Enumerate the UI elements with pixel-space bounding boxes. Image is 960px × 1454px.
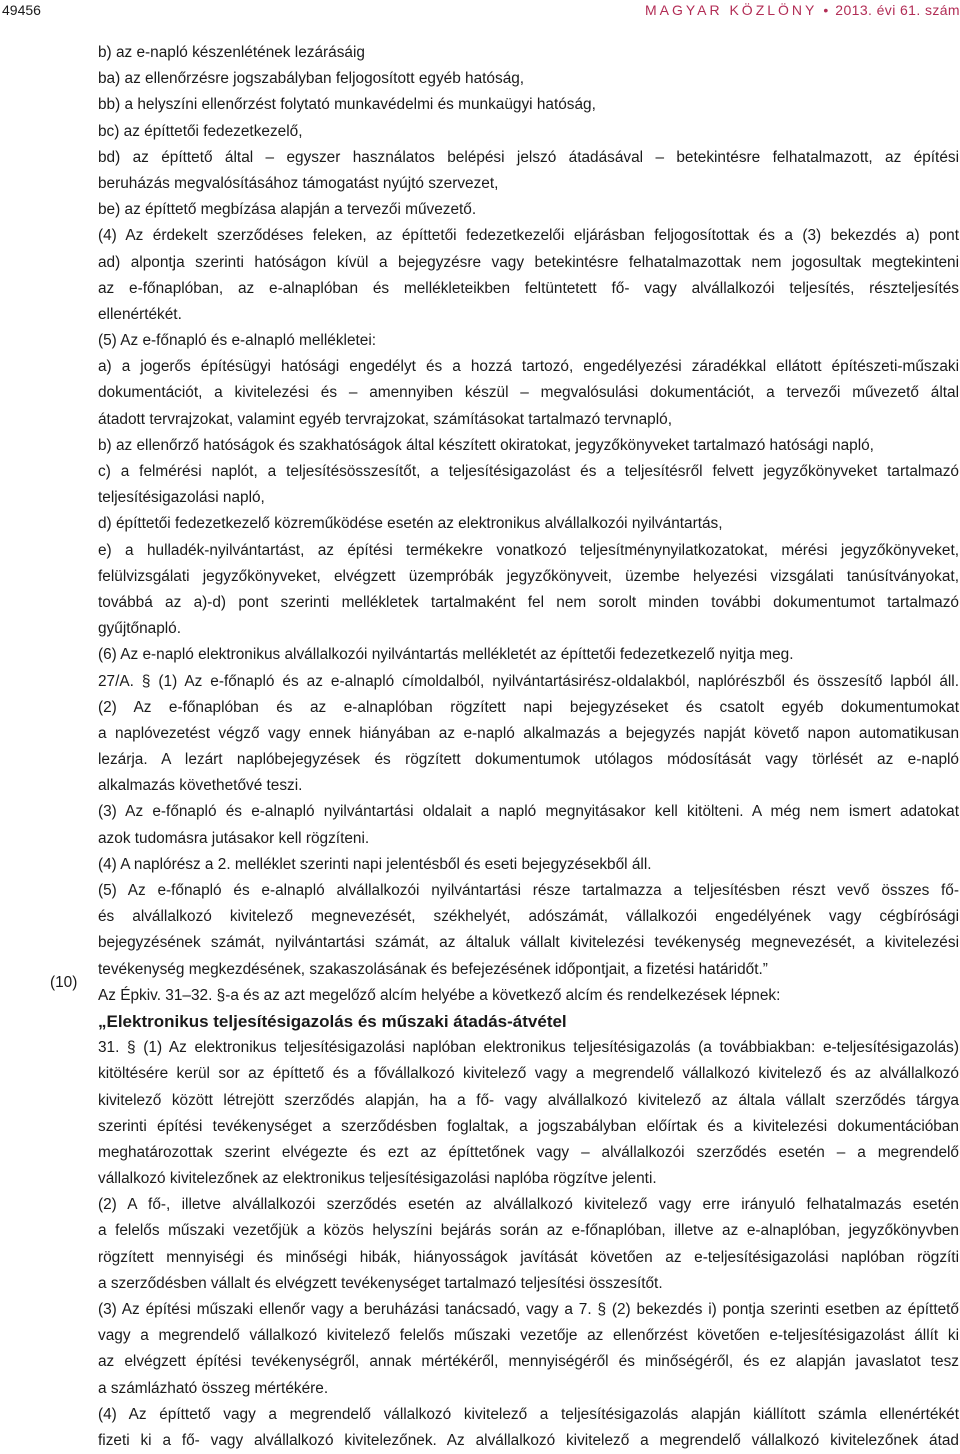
text-line: Az Épkiv. 31–32. §-a és az azt megelőző alcím helyébe a következő alcím és rendelkezések lépnek: — [98, 986, 781, 1004]
text-line: ellenértékét. — [98, 305, 182, 323]
text-line: (5) Az e-főnapló és e-alnapló alvállalkozói nyilvántartási része tartalmazza a teljesítésben részt vevő összes fő- — [98, 882, 959, 899]
text-line: átadott tervrajzokat, valamint egyéb tervrajzokat, számításokat tartalmazó tervnapló, — [98, 410, 672, 428]
text-line: dokumentációt, a kivitelezési és – amennyiben készül – megvalósulási dokumentációt, a tervezői művezető által — [98, 384, 959, 402]
text-line: az elvégzett építési tevékenységről, annak mértékéről, mennyiségéről és minőségéről, és ez alapján javaslatot tesz — [98, 1353, 959, 1371]
header-separator: • — [823, 2, 830, 18]
text-line: (2) Az e-főnaplóban és az e-alnaplóban rögzített napi bejegyzéseket és csatolt egyéb dokumentumokat — [98, 698, 959, 716]
text-line: felülvizsgálati jegyzőkönyveket, elvégzett üzempróbák jegyzőkönyveit, üzembe helyezési vizsgálati tanúsítványokat, — [98, 567, 959, 585]
text-line: bd) az építtető által – egyszer használatos belépési jelszó átadásával – betekintésre felhatalmazott, az építési — [98, 148, 959, 166]
text-line: továbbá az a)-d) pont szerinti mellékletek tartalmaként fel nem sorolt minden további dokumentumot tartalmazó — [98, 593, 959, 611]
item-marker-10: (10) — [50, 974, 78, 991]
text-line: a számlázható összeg mértékére. — [98, 1379, 329, 1397]
text-line: (6) Az e-napló elektronikus alvállalkozói nyilvántartás mellékletét az építtetői fedezetkezelő nyitja meg. — [98, 646, 794, 664]
text-line: vagy a megrendelő vállalkozó kivitelező felelős műszaki vezetője az ellenőrzést követően e-teljesítésigazolást állít ki — [98, 1327, 959, 1345]
text-line: lezárja. A lezárt naplóbejegyzések és rögzített dokumentumok utólagos módosítását vagy törlését az e-napló — [98, 751, 959, 769]
text-line: beruházás megvalósításához támogatást nyújtó szervezet, — [98, 174, 499, 192]
text-line: (4) Az érdekelt szerződéses feleken, az építtetői fedezetkezelői eljárásban feljogosítottak és a (3) bekezdés a) pont — [98, 227, 959, 245]
text-line: (3) Az e-főnapló és e-alnapló nyilvántartási oldalait a napló megnyitásakor kell kitölteni. A még nem ismert adatokat — [98, 803, 959, 821]
text-line: be) az építtető megbízása alapján a tervezői művezető. — [98, 201, 477, 219]
text-line: alkalmazás követhetővé teszi. — [98, 777, 303, 795]
text-line: 27/A. § (1) Az e-főnapló és az e-alnapló címoldalból, nyilvántartásirész-oldalakból, naplórészből és összesítő lapból áll. — [98, 672, 959, 690]
text-line: (4) A naplórész a 2. melléklet szerinti napi jelentésből és eseti bejegyzésekből áll. — [98, 855, 652, 873]
journal-title: MAGYAR KÖZLÖNY — [644, 2, 818, 18]
text-line: a felelős műszaki vezetőjük a közös helyszíni bejárás során az e-főnaplóban, illetve az e-alnaplóban, jegyzőkönyvben — [98, 1222, 959, 1240]
text-line: e) a hulladék-nyilvántartást, az építési termékekre vonatkozó teljesítménynyilatkozatokat, mérési jegyzőkönyveket, — [98, 541, 959, 559]
text-line: szerinti építési tevékenységet a szerződésben foglaltak, a jogszabályban előírtak és a kivitelezési dokumentációban — [98, 1117, 959, 1135]
text-line: a szerződésben vállalt és elvégzett tevékenységet tartalmazó teljesítési összesítőt. — [98, 1274, 663, 1292]
text-line: ba) az ellenőrzésre jogszabályban feljogosított egyéb hatóság, — [98, 70, 525, 88]
text-line: (3) Az építési műszaki ellenőr vagy a beruházási tanácsadó, vagy a 7. § (2) bekezdés i) pontja szerinti esetben az építtető — [98, 1301, 959, 1318]
issue-label: 2013. évi 61. szám — [835, 2, 960, 18]
text-line: és alvállalkozó kivitelező megnevezését, székhelyét, adószámát, vállalkozói engedélyének vagy cégbírósági — [98, 908, 959, 926]
text-line: tevékenység megkezdésének, szakaszolásának és befejezésének időpontjait, a fizetési határidőt.” — [98, 960, 768, 978]
text-line: ad) alpontja szerinti hatóságon kívül a bejegyzésre vagy betekintésre felhatalmazottak nem jogosultak megtekinteni — [98, 253, 959, 271]
text-line: a) a jogerős építésügyi hatósági engedélyt és a hozzá tartozó, engedélyezési záradékkal ellátott építészeti-műszaki — [98, 358, 959, 376]
text-line: d) építtetői fedezetkezelő közreműködése esetén az elektronikus alvállalkozói nyilvántartás, — [98, 515, 723, 533]
text-line: (5) Az e-főnapló és e-alnapló mellékletei: — [98, 332, 377, 350]
text-line: (4) Az építtető vagy a megrendelő vállalkozó kivitelező a teljesítésigazolás alapján kiállított számla ellenértékét — [98, 1405, 959, 1423]
text-line: gyűjtőnapló. — [98, 620, 182, 638]
text-line: azok tudomásra jutásakor kell rögzíteni. — [98, 829, 370, 847]
text-line: 31. § (1) Az elektronikus teljesítésigazolási naplóban elektronikus teljesítésigazolás (a továbbiakban: e-teljesítésigazolás) — [98, 1039, 959, 1057]
journal-header — [645, 0, 960, 20]
text-line: teljesítésigazolási napló, — [98, 489, 265, 507]
document-body — [98, 40, 959, 1454]
text-line: a naplóvezetést végző vagy ennek hiányában az e-napló alkalmazás a bejegyzés napját követő napon automatikusan — [98, 724, 959, 742]
text-line: meghatározottak szerint elvégezte és ezt az építtetőnek vagy – alvállalkozói szerződés esetén – a megrendelő — [98, 1143, 959, 1161]
page-number: 49456 — [2, 2, 41, 18]
section-heading: „Elektronikus teljesítésigazolás és műszaki átadás-átvétel — [98, 1011, 567, 1031]
text-line: b) az e-napló készenlétének lezárásáig — [98, 44, 365, 61]
text-line: b) az ellenőrző hatóságok és szakhatóságok által készített okiratokat, jegyzőkönyveket tartalmazó hatósági napló, — [98, 436, 874, 454]
text-line: kivitelező között létrejött szerződés alapján, ha a fő- vagy alvállalkozó kivitelező az általa vállalt szerződés tárgya — [98, 1091, 959, 1109]
text-line: rögzített mennyiségi és minőségi hibák, hiányosságok javítását követően az e-teljesítésigazolási naplóban rögzíti — [98, 1248, 959, 1266]
text-line: bejegyzésének számát, nyilvántartási számát, az általuk vállalt kivitelezési tevékenység megnevezését, a kivitelezési — [98, 934, 959, 952]
text-line: az e-főnaplóban, az e-alnaplóban és mellékleteikben feltüntetett fő- vagy alvállalkozói teljesítés, részteljesítés — [98, 279, 959, 297]
text-line: (2) A fő-, illetve alvállalkozói szerződés esetén az alvállalkozó kivitelező vagy erre irányuló felhatalmazás esetén — [98, 1196, 959, 1214]
text-line: c) a felmérési naplót, a teljesítésösszesítőt, a teljesítésigazolást és a teljesítésről felvett jegyzőkönyveket tartalmazó — [98, 463, 959, 480]
text-line: vállalkozó kivitelezőnek az elektronikus teljesítésigazolási naplóba rögzítve jelenti. — [98, 1170, 657, 1188]
text-line: fizeti ki a fő- vagy alvállalkozó kivitelezőnek. Az alvállalkozó kivitelező a megrendelő vállalkozó kivitelezőnek átad — [98, 1431, 959, 1449]
text-line: bc) az építtetői fedezetkezelő, — [98, 122, 303, 140]
text-line: kitöltésére kerül sor az építtető és a fővállalkozó kivitelező vagy a megrendelő vállalkozó kivitelező és az alvállalkozó — [98, 1065, 959, 1083]
text-line: bb) a helyszíni ellenőrzést folytató munkavédelmi és munkaügyi hatóság, — [98, 96, 596, 114]
page-header — [0, 0, 960, 22]
